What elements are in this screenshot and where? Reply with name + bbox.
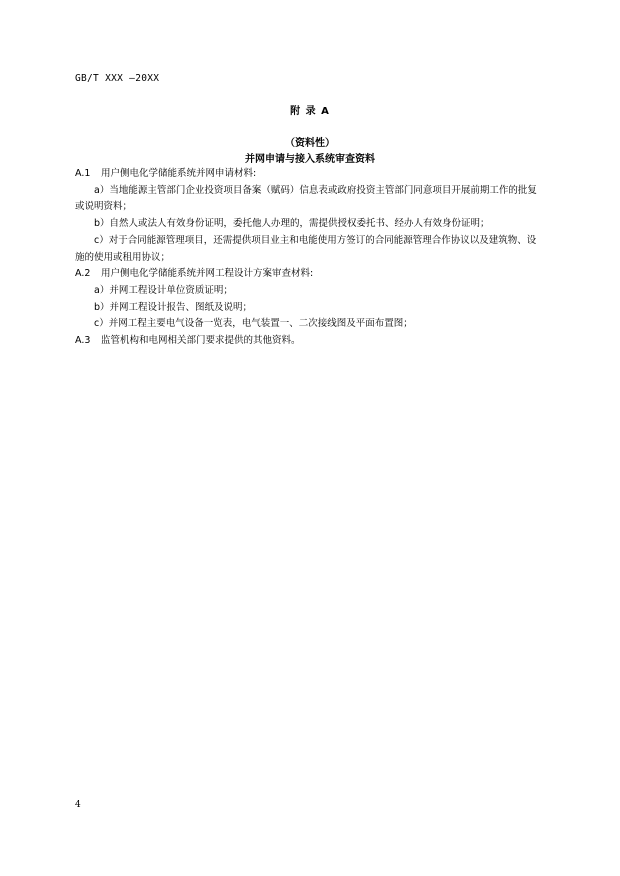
clause-heading: 用户侧电化学储能系统并网申请材料: (101, 168, 257, 179)
clause-heading: 监管机构和电网相关部门要求提供的其他资料。 (101, 335, 301, 347)
clause-number: A.1 (75, 168, 91, 179)
page-number: 4 (75, 800, 81, 810)
appendix-content (75, 166, 545, 350)
clause-a2 (75, 266, 545, 283)
list-item: b）自然人或法人有效身份证明，委托他人办理的，需提供授权委托书、经办人有效身份证明； (94, 218, 490, 230)
standard-code-header: GB/T XXX —20XX (75, 73, 160, 84)
list-item: a）并网工程设计单位资质证明； (94, 284, 233, 296)
appendix-nature: （资料性） (285, 138, 335, 149)
clause-number: A.3 (75, 335, 91, 347)
list-item: a）当地能源主管部门企业投资项目备案（赋码）信息表或政府投资主管部门同意项目开展前期工作的批复或说明资料； (75, 184, 537, 213)
appendix-title: 并网申请与接入系统审查资料 (245, 154, 375, 165)
clause-heading: 用户侧电化学储能系统并网工程设计方案审查材料: (101, 268, 314, 280)
list-item: c）对于合同能源管理项目，还需提供项目业主和电能使用方签订的合同能源管理合作协议以及建筑物、设施的使用或租用协议； (75, 234, 537, 263)
list-item: b）并网工程设计报告、图纸及说明； (94, 301, 253, 313)
appendix-label: 附 录 A (290, 106, 330, 117)
list-item: c）并网工程主要电气设备一览表，电气装置一、二次接线图及平面布置图； (94, 318, 413, 330)
clause-a3 (75, 333, 545, 350)
clause-number: A.2 (75, 268, 91, 280)
clause-a1 (75, 166, 545, 183)
